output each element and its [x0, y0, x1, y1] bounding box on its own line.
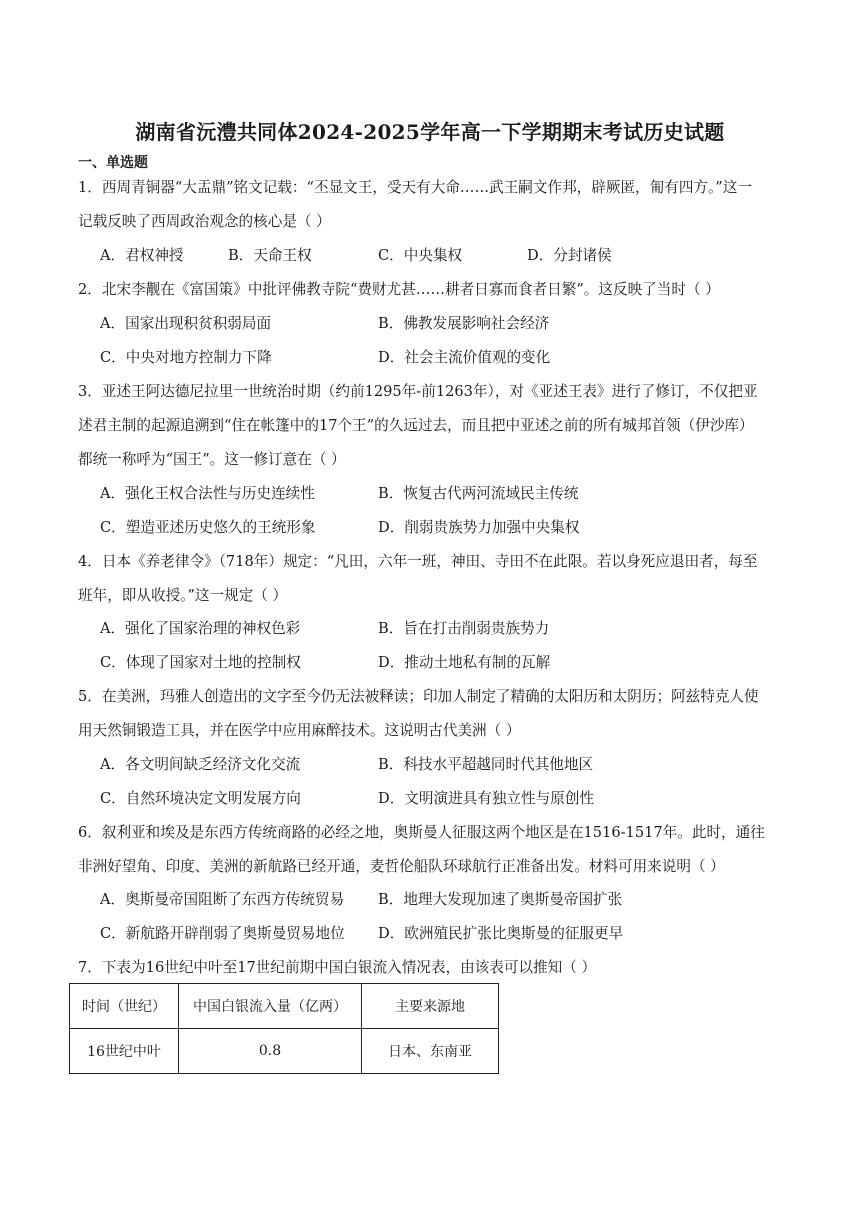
question-1-option-b: B．天命王权: [228, 247, 312, 264]
question-5-option-b: B．科技水平超越同时代其他地区: [378, 756, 594, 773]
question-3-option-d: D．削弱贵族势力加强中央集权: [378, 519, 580, 536]
question-4-option-c: C．体现了国家对土地的控制权: [100, 654, 301, 671]
question-2-option-a: A．国家出现积贫积弱局面: [100, 315, 272, 332]
question-3-option-b: B．恢复古代两河流域民主传统: [378, 485, 579, 502]
question-1-option-d: D．分封诸侯: [527, 247, 612, 264]
silver-inflow-table: [69, 983, 499, 1074]
question-6-option-d: D．欧洲殖民扩张比奥斯曼的征服更早: [378, 925, 624, 942]
question-6-option-b: B．地理大发现加速了奥斯曼帝国扩张: [378, 891, 623, 908]
question-4-option-b: B．旨在打击削弱贵族势力: [378, 620, 550, 637]
table-cell: 日本、东南亚: [362, 1029, 499, 1074]
question-5-option-c: C．自然环境决定文明发展方向: [100, 790, 301, 807]
table-header-cell: 时间（世纪）: [70, 984, 179, 1029]
question-3-option-c: C．塑造亚述历史悠久的王统形象: [100, 519, 316, 536]
question-4-line-1: 4．日本《养老律令》（718年）规定：“凡田，六年一班，神田、寺田不在此限。若以身死应退田者，每至: [78, 553, 758, 570]
section-heading: 一、单选题: [78, 155, 148, 171]
question-6-line-2: 非洲好望角、印度、美洲的新航路已经开通，麦哲伦船队环球航行正准备出发。材料可用来说明（ ）: [78, 858, 725, 875]
question-6-option-c: C．新航路开辟削弱了奥斯曼贸易地位: [100, 925, 345, 942]
table-header-cell: 中国白银流入量（亿两）: [179, 984, 362, 1029]
table-header-row: [70, 984, 499, 1029]
question-1-option-a: A．君权神授: [100, 247, 184, 264]
table-header-cell: 主要来源地: [362, 984, 499, 1029]
question-5-option-d: D．文明演进具有独立性与原创性: [378, 790, 595, 807]
table-row: [70, 1029, 499, 1074]
question-4-option-a: A．强化了国家治理的神权色彩: [100, 620, 301, 637]
question-3-line-1: 3．亚述王阿达德尼拉里一世统治时期（约前1295年-前1263年），对《亚述王表》进行了修订，不仅把亚: [78, 383, 758, 400]
question-1-line-1: 1．西周青铜器“大盂鼎”铭文记载：“丕显文王，受天有大命……武王嗣文作邦，辟厥匿，匍有四方。”这一: [78, 179, 752, 196]
question-4-line-2: 班年，即从收授。”这一规定（ ）: [78, 587, 288, 604]
table-cell: 0.8: [179, 1029, 362, 1074]
question-2-option-b: B．佛教发展影响社会经济: [378, 315, 550, 332]
question-2-option-d: D．社会主流价值观的变化: [378, 349, 551, 366]
question-5-line-1: 5．在美洲，玛雅人创造出的文字至今仍无法被释读；印加人制定了精确的太阳历和太阴历；阿兹特克人使: [78, 688, 759, 705]
question-7-line-1: 7．下表为16世纪中叶至17世纪前期中国白银流入情况表，由该表可以推知（ ）: [78, 959, 597, 976]
question-3-line-2: 述君主制的起源追溯到“住在帐篷中的17个王”的久远过去，而且把中亚述之前的所有城邦首领（伊沙库）: [78, 417, 754, 434]
question-1-line-2: 记载反映了西周政治观念的核心是（ ）: [78, 213, 331, 230]
page-title: 湖南省沅澧共同体2024-2025学年高一下学期期末考试历史试题: [135, 120, 725, 144]
question-4-option-d: D．推动土地私有制的瓦解: [378, 654, 551, 671]
question-5-option-a: A．各文明间缺乏经济文化交流: [100, 756, 301, 773]
question-6-line-1: 6．叙利亚和埃及是东西方传统商路的必经之地，奥斯曼人征服这两个地区是在1516-1517年。此时，通往: [78, 824, 765, 841]
question-2-option-c: C．中央对地方控制力下降: [100, 349, 272, 366]
table-cell: 16世纪中叶: [70, 1029, 179, 1074]
question-2-line-1: 2．北宋李觏在《富国策》中批评佛教寺院“费财尤甚……耕者日寡而食者日繁”。这反映了当时（ ）: [78, 281, 720, 298]
question-1-option-c: C．中央集权: [378, 247, 463, 264]
question-3-option-a: A．强化王权合法性与历史连续性: [100, 485, 315, 502]
question-3-line-3: 都统一称呼为“国王”。这一修订意在（ ）: [78, 451, 346, 468]
question-6-option-a: A．奥斯曼帝国阻断了东西方传统贸易: [100, 891, 345, 908]
question-5-line-2: 用天然铜锻造工具，并在医学中应用麻醉技术。这说明古代美洲（ ）: [78, 722, 521, 739]
